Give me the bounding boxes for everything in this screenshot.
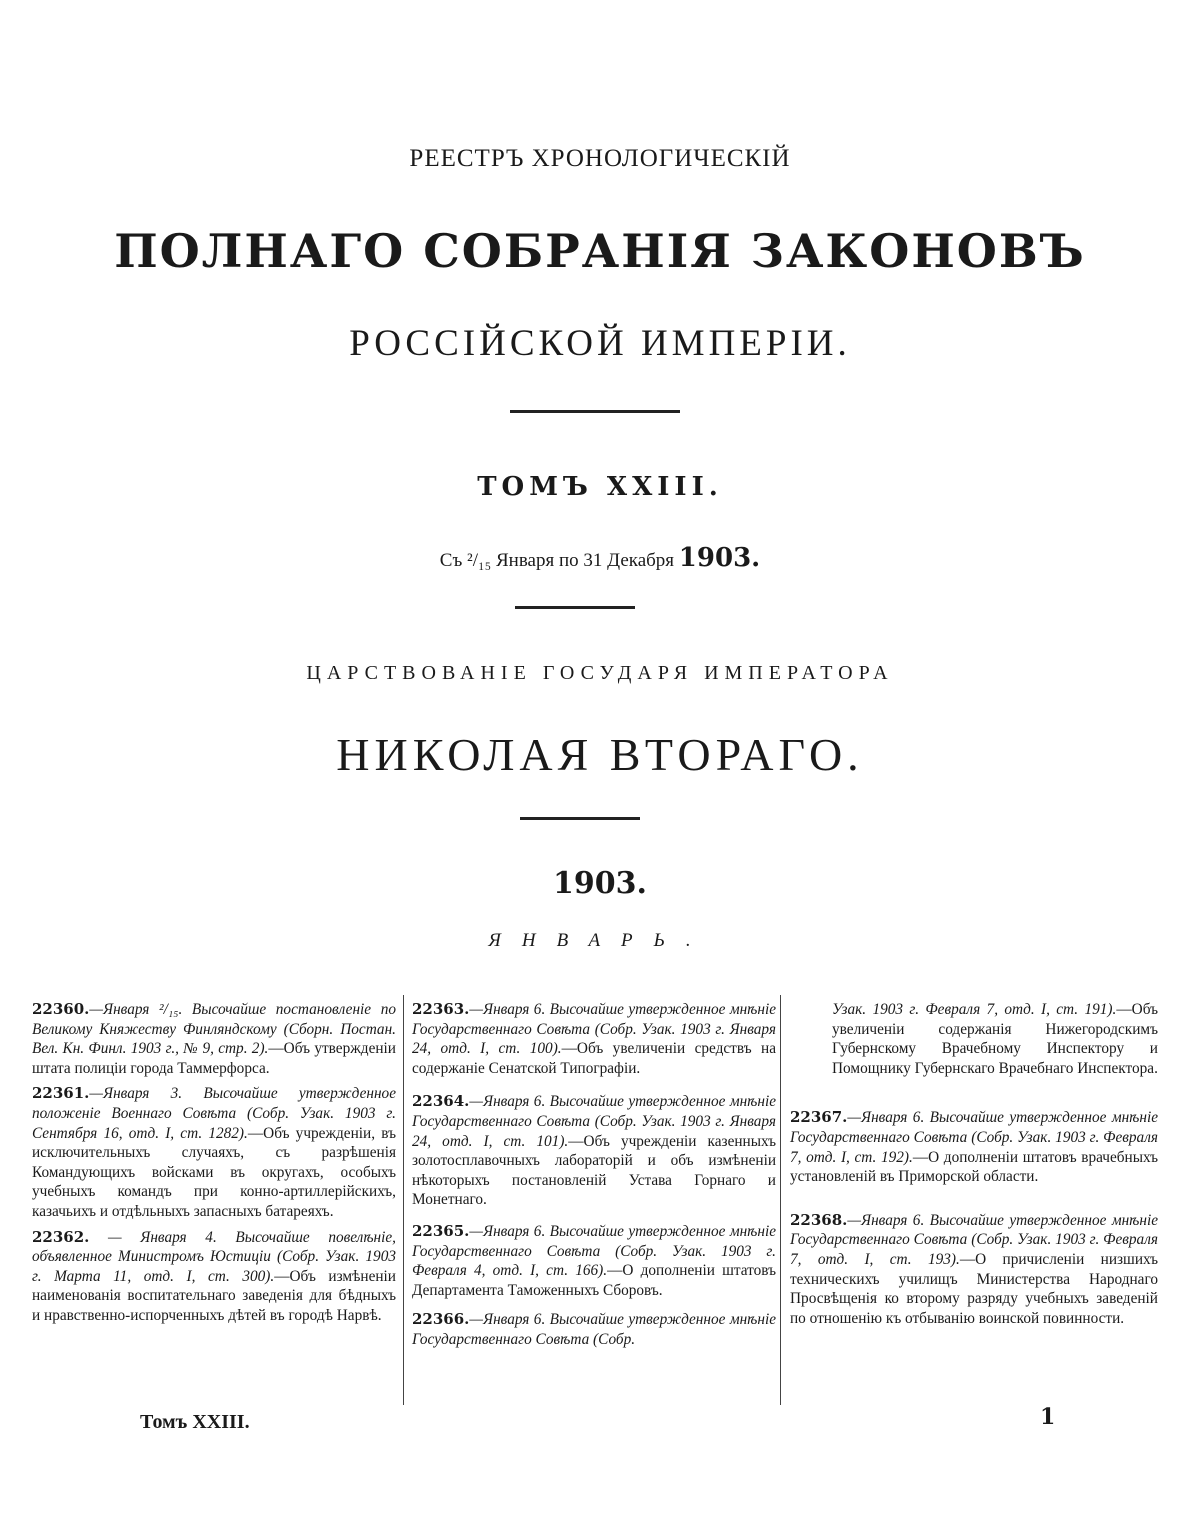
- law-entry: [412, 1000, 776, 1078]
- footer-volume: Томъ XXIII.: [140, 1411, 250, 1433]
- column-1: [32, 1000, 396, 1332]
- law-entry: [32, 1228, 396, 1326]
- entry-citation: Узак. 1903 г. Февраля 7, отд. I, ст. 191).: [832, 1001, 1117, 1018]
- entry-text: —Объ увеличеніи содержанія Нижегородскимъ Губернскому Врачебному Инспектору и Помощнику Губернскаго Врачебнаго Инспектора.: [832, 1001, 1158, 1077]
- entry-number: 22365.: [412, 1221, 470, 1240]
- period-line: [0, 543, 1200, 573]
- period-year: 1903.: [678, 543, 761, 573]
- entry-number: 22366.: [412, 1310, 470, 1329]
- reign-line: ЦАРСТВОВАНІЕ ГОСУДАРЯ ИМПЕРАТОРА: [306, 662, 894, 684]
- entry-citation: —Января ²/₁₅. Высочайше постановленіе по Великому Княжеству Финляндскому (Сборн. Постан. Вел. Кн. Финл. 1903 г., № 9, стр. 2).: [32, 1001, 396, 1058]
- entry-number: 22368.: [790, 1210, 848, 1229]
- law-entry: [790, 1211, 1158, 1329]
- entry-citation: —Января 6. Высочайше утвержденное мнѣніе Государственнаго Совѣта (Собр. Узак. 1903 г. Февраля 4, отд. I, ст. 166).: [412, 1222, 776, 1280]
- entry-citation: —Января 6. Высочайше утвержденное мнѣніе Государственнаго Совѣта (Собр.: [412, 1311, 776, 1348]
- entry-text: —О дополненіи штатовъ Департамента Таможенныхъ Сборовъ.: [412, 1262, 777, 1299]
- divider-rule: [520, 817, 640, 820]
- column-divider: [780, 995, 781, 1405]
- registry-title: РЕЕСТРЪ ХРОНОЛОГИЧЕСКІЙ: [409, 145, 791, 172]
- entry-text: —Объ учрежденіи, въ исключительныхъ случаяхъ, съ разрѣшенія Командующихъ войсками въ округахъ, особыхъ учебныхъ командъ при конно-артиллерійскихъ, казачьихъ и отдѣльныхъ запасныхъ батареяхъ.: [32, 1124, 396, 1220]
- emperor-name: НИКОЛАЯ ВТОРАГО.: [336, 729, 864, 780]
- period-prefix: Съ ²/₁₅ Января по 31 Декабря: [439, 550, 675, 571]
- page-number: 1: [1040, 1404, 1056, 1430]
- law-entry: [412, 1222, 776, 1300]
- divider-rule: [510, 410, 680, 413]
- entry-number: 22367.: [790, 1108, 848, 1127]
- entry-citation: —Января 6. Высочайше утвержденное мнѣніе Государственнаго Совѣта (Собр. Узак. 1903 г. Февраля 7, отд. I, ст. 193).: [790, 1211, 1158, 1268]
- month-heading: ЯНВАРЬ.: [488, 930, 712, 951]
- column-divider: [403, 995, 404, 1405]
- column-3: [790, 1000, 1158, 1334]
- collection-title: ПОЛНАГО СОБРАНІЯ ЗАКОНОВЪ: [114, 224, 1086, 278]
- entry-citation: —Января 3. Высочайше утвержденное положеніе Военнаго Совѣта (Собр. Узак. 1903 г. Сентября 16, отд. I, ст. 1282).: [32, 1085, 396, 1142]
- entry-text: —Объ увеличеніи средствъ на содержаніе Сенатской Типографіи.: [412, 1040, 776, 1077]
- entry-text: —Объ утвержденіи штата полиціи города Таммерфорса.: [32, 1040, 396, 1077]
- entry-number: 22364.: [412, 1092, 470, 1111]
- law-entry: [32, 1084, 396, 1221]
- law-entry-continued: [790, 1000, 1158, 1078]
- entry-text: —О дополненіи штатовъ врачебныхъ установленій въ Приморской области.: [790, 1148, 1158, 1186]
- law-entry: [412, 1310, 776, 1349]
- entry-citation: — Января 4. Высочайше повелѣніе, объявленное Министромъ Юстиціи (Собр. Узак. 1903 г. Марта 11, отд. I, ст. 300).: [32, 1228, 396, 1285]
- divider-rule: [515, 606, 635, 609]
- law-entry: [32, 1000, 396, 1078]
- entry-number: 22360.: [32, 1000, 90, 1018]
- law-entry: [790, 1108, 1158, 1186]
- entry-number: 22363.: [412, 1000, 470, 1018]
- entry-number: 22361.: [32, 1084, 90, 1103]
- entry-citation: —Января 6. Высочайше утвержденное мнѣніе Государственнаго Совѣта (Собр. Узак. 1903 г. Января 24, отд. I, ст. 100).: [412, 1001, 776, 1058]
- law-entry: [412, 1092, 776, 1210]
- entry-number: 22362.: [32, 1227, 90, 1246]
- volume-title: ТОМЪ XXIII.: [477, 472, 723, 502]
- year-heading: 1903.: [553, 866, 647, 901]
- entry-text: —Объ учрежденіи казенныхъ золотосплавочныхъ лабораторій и объ измѣненіи нѣкоторыхъ постановленій Устава Горнаго и Монетнаго.: [412, 1132, 776, 1209]
- entry-citation: —Января 6. Высочайше утвержденное мнѣніе Государственнаго Совѣта (Собр. Узак. 1903 г. Февраля 7, отд. I, ст. 192).: [790, 1109, 1158, 1166]
- entry-citation: —Января 6. Высочайше утвержденное мнѣніе Государственнаго Совѣта (Собр. Узак. 1903 г. Января 24, отд. I, ст. 101).: [412, 1093, 776, 1150]
- column-2: [412, 1000, 776, 1356]
- empire-title: РОССІЙСКОЙ ИМПЕРІИ.: [349, 323, 851, 364]
- entry-text: —О причисленіи низшихъ техническихъ училищъ Министерства Народнаго Просвѣщенія ко второму разряду учебныхъ заведеній по отношенію къ отбыванію воинской повинности.: [790, 1250, 1158, 1327]
- entry-text: —Объ измѣненіи наименованія воспитательнаго заведенія для бѣдныхъ и нравственно-испорченныхъ дѣтей въ городѣ Нарвѣ.: [32, 1267, 396, 1324]
